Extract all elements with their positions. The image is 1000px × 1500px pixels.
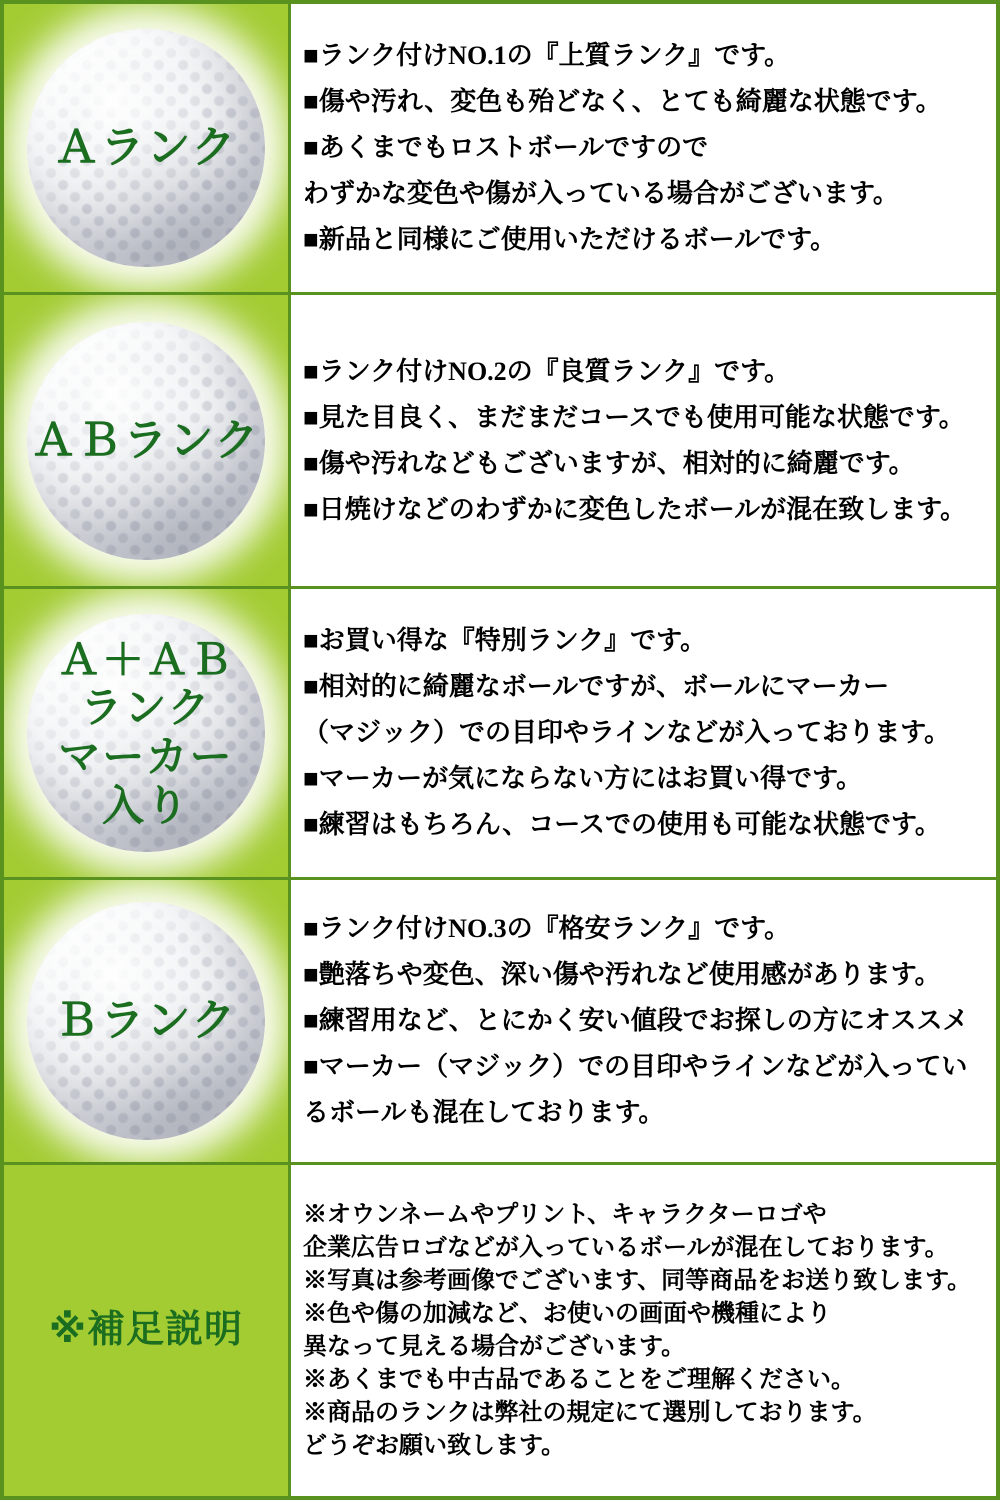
text-line: ※写真は参考画像でございます、同等商品をお送り致します。 — [303, 1267, 972, 1294]
rank-ab-panel — [4, 295, 288, 586]
description-text — [303, 1199, 990, 1463]
rank-b-description — [291, 880, 996, 1162]
text-line: ※補足説明 — [49, 1309, 243, 1352]
text-line: ■あくまでもロストボールですので — [303, 133, 709, 162]
rank-a-label — [54, 122, 237, 173]
rank-a-plus-ab-marker-description — [291, 589, 996, 877]
text-line: ■見た目良く、まだまだコースでも使用可能な状態です。 — [303, 402, 965, 432]
rank-a-panel — [4, 4, 288, 292]
rank-ab-description — [291, 295, 996, 586]
text-line: ※オウンネームやプリント、キャラクターロゴや — [303, 1201, 827, 1228]
text-line: ■新品と同様にご使用いただけるボールです。 — [303, 225, 837, 254]
text-line: ■マーカーが気にならない方にはお買い得です。 — [303, 764, 863, 793]
text-line: ※あくまでも中古品であることをご理解ください。 — [303, 1366, 855, 1393]
text-line: ■相対的に綺麗なボールですが、ボールにマーカー — [303, 672, 890, 701]
text-line: ■ランク付けNO.3の『格安ランク』です。 — [303, 914, 791, 943]
supplementary-notes-panel — [4, 1165, 288, 1496]
text-line: ■練習はもちろん、コースでの使用も可能な状態です。 — [303, 810, 941, 839]
rank-a-description — [291, 4, 996, 292]
text-line: Ａ＋ＡＢ — [57, 635, 234, 683]
text-line: るボールも混在しております。 — [303, 1098, 665, 1127]
text-line: ■練習用など、とにかく安い値段でお探しの方にオススメ — [303, 1006, 969, 1035]
description-text — [303, 618, 990, 848]
text-line: 異なって見える場合がございます。 — [303, 1333, 686, 1360]
text-line: ■艶落ちや変色、深い傷や汚れなど使用感があります。 — [303, 960, 941, 989]
text-line: ■日焼けなどのわずかに変色したボールが混在致します。 — [303, 494, 967, 524]
text-line: わずかな変色や傷が入っている場合がございます。 — [303, 179, 899, 208]
description-text — [303, 349, 990, 533]
text-line: ランク — [80, 684, 212, 732]
rank-b-panel — [4, 880, 288, 1162]
text-line: Ｂランク — [54, 996, 238, 1046]
text-line: マーカー — [58, 733, 234, 780]
supplementary-notes-description — [291, 1165, 996, 1496]
text-line: 企業広告ロゴなどが入っているボールが混在しております。 — [303, 1234, 949, 1261]
text-line: 入り — [101, 781, 190, 829]
text-line: Ａランク — [54, 123, 238, 173]
text-line: ■傷や汚れなどもございますが、相対的に綺麗です。 — [303, 448, 915, 478]
text-line: ■ランク付けNO.1の『上質ランク』です。 — [303, 41, 791, 70]
rank-a-plus-ab-marker-panel — [4, 589, 288, 877]
description-text — [303, 906, 990, 1136]
text-line: ■お買い得な『特別ランク』です。 — [303, 626, 707, 655]
description-text — [303, 33, 990, 263]
supplementary-notes-label — [49, 1308, 243, 1352]
text-line: ■傷や汚れ、変色も殆どなく、とても綺麗な状態です。 — [303, 87, 942, 116]
text-line: どうぞお願い致します。 — [303, 1432, 566, 1459]
rank-b-label — [54, 995, 237, 1046]
text-line: （マジック）での目印やラインなどが入っております。 — [303, 718, 951, 747]
rank-a-plus-ab-marker-label — [58, 636, 234, 831]
rank-ab-label — [31, 415, 260, 466]
text-line: ＡＢランク — [31, 415, 261, 465]
text-line: ※色や傷の加減など、お使いの画面や機種により — [303, 1300, 831, 1327]
text-line: ※商品のランクは弊社の規定にて選別しております。 — [303, 1399, 877, 1426]
text-line: ■ランク付けNO.2の『良質ランク』です。 — [303, 356, 791, 386]
text-line: ■マーカー（マジック）での目印やラインなどが入ってい — [303, 1052, 968, 1081]
